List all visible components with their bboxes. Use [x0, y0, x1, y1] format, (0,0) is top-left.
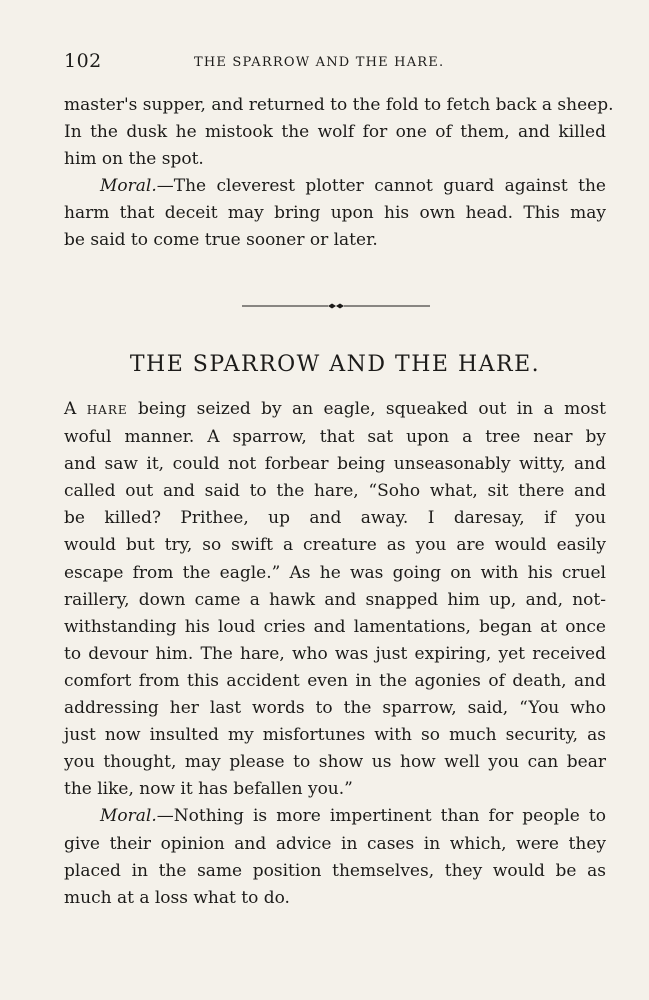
- running-head: THE SPARROW AND THE HARE.: [194, 55, 445, 70]
- text-line-rest: being seized by an eagle, squeaked out in a most: [127, 399, 606, 419]
- text-line: called out and said to the hare, “Soho what, sit there and: [64, 481, 606, 502]
- text-line: be killed? Prithee, up and away. I daresay, if you: [64, 508, 606, 529]
- moral-line: placed in the same position themselves, they would be as: [64, 860, 606, 881]
- moral-line: much at a loss what to do.: [64, 887, 290, 908]
- moral-line: give their opinion and advice in cases in which, were they: [64, 833, 606, 854]
- text-line: comfort from this accident even in the agonies of death, and: [64, 670, 606, 691]
- fable-title: THE SPARROW AND THE HARE.: [129, 352, 541, 377]
- text-line: woful manner. A sparrow, that sat upon a tree near by: [64, 427, 606, 448]
- page-number: 102: [64, 50, 102, 72]
- moral-line: be said to come true sooner or later.: [64, 230, 378, 251]
- previous-fable-ending: [64, 92, 614, 255]
- text-line: withstanding his loud cries and lamentations, began at once: [64, 616, 606, 637]
- opening-word: A: [64, 399, 77, 419]
- text-line: [64, 396, 606, 424]
- moral-line: [64, 803, 606, 830]
- text-line: him on the spot.: [64, 149, 204, 170]
- moral-label: Moral.: [100, 806, 157, 827]
- page-header: [64, 50, 606, 74]
- opening-smallcaps: HARE: [86, 403, 128, 417]
- text-line: raillery, down came a hawk and snapped him up, and, not-: [64, 589, 606, 610]
- text-line: the like, now it has befallen you.”: [64, 779, 353, 800]
- text-line: to devour him. The hare, who was just expiring, yet received: [64, 643, 606, 664]
- moral-line: harm that deceit may bring upon his own head. This may: [64, 203, 606, 224]
- moral-text: —Nothing is more impertinent than for people to: [156, 806, 606, 827]
- moral-label: Moral.: [100, 176, 157, 197]
- text-line: master's supper, and returned to the fold to fetch back a sheep.: [64, 95, 614, 115]
- text-line: escape from the eagle.” As he was going on with his cruel: [64, 562, 606, 583]
- text-line: would but try, so swift a creature as you are would easily: [64, 535, 606, 556]
- moral-text: —The cleverest plotter cannot guard against the: [156, 176, 606, 197]
- text-line: In the dusk he mistook the wolf for one of them, and killed: [64, 122, 606, 143]
- text-line: just now insulted my misfortunes with so much security, as: [64, 725, 606, 746]
- fable-body: [64, 396, 606, 912]
- moral-line: [64, 173, 606, 200]
- text-line: and saw it, could not forbear being unseasonably witty, and: [64, 454, 606, 475]
- text-line: you thought, may please to show us how well you can bear: [64, 752, 606, 773]
- text-line: addressing her last words to the sparrow, said, “You who: [64, 698, 606, 719]
- section-divider-ornament: [242, 302, 430, 310]
